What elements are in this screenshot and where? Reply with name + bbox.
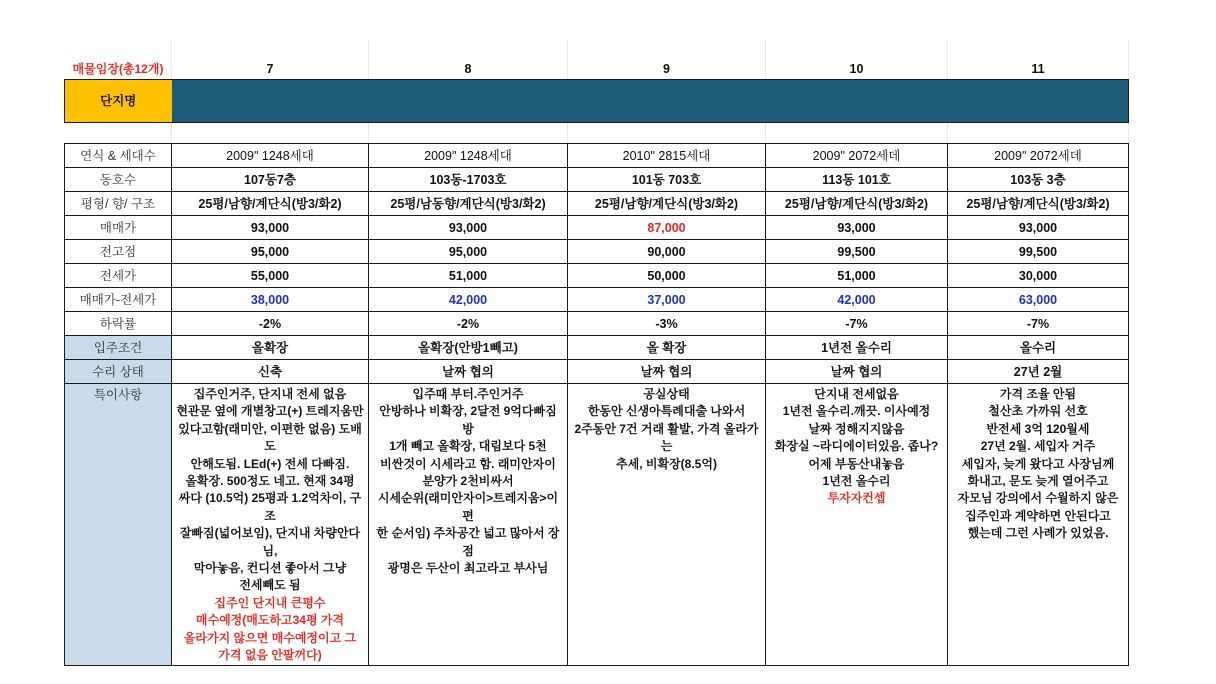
note-line: 집주인거주, 단지내 전세 없음 <box>193 387 347 401</box>
note-line: 올확장. 500정도 네고. 현재 34평 <box>185 474 355 489</box>
size-direction-row <box>65 192 1129 216</box>
sale-price-row <box>65 216 1129 240</box>
jeonse-price-row <box>65 264 1129 288</box>
note-line: 2주동안 7건 거래 활발, 가격 올라가는 <box>574 421 759 454</box>
cell-drop-rate: -7% <box>948 312 1129 336</box>
row-label-drop-rate: 하락률 <box>65 312 172 336</box>
cell-jeonse-price: 55,000 <box>172 264 369 288</box>
year-units-row <box>65 144 1129 168</box>
cell-peak-price: 99,500 <box>948 240 1129 264</box>
note-line: 안해도됨. LEd(+) 전세 다빠짐. <box>190 456 350 471</box>
notes-cell <box>568 384 766 666</box>
note-line: 안방하나 비확장, 2달전 9억다빠짐 방 <box>379 404 557 436</box>
note-line: 싸다 (10.5억) 25평과 1.2억차이, 구조 <box>178 491 362 523</box>
note-line: 단지내 전세없음 <box>814 387 899 401</box>
cell-gap: 42,000 <box>369 288 568 312</box>
note-line: 화내고, 문도 늦게 열어주고 <box>967 474 1109 489</box>
row-label-peak-price: 전고점 <box>65 240 172 264</box>
cell-repair: 날짜 협의 <box>568 360 766 384</box>
listing-number: 7 <box>266 61 274 76</box>
listing-number: 10 <box>849 61 864 76</box>
cell-dong-ho: 113동 101호 <box>766 168 948 192</box>
cell-drop-rate: -2% <box>172 312 369 336</box>
note-line: 입주때 부터.주인거주 <box>412 387 524 401</box>
cell-peak-price: 99,500 <box>766 240 948 264</box>
note-line: 날짜 정해지지않음 <box>808 421 905 436</box>
peak-price-row <box>65 240 1129 264</box>
note-line: 철산초 가까워 선호 <box>988 404 1088 419</box>
note-line: 한동안 신생아특례대출 나와서 <box>587 404 746 419</box>
note-line: 한 순서임) 주차공간 넓고 많아서 장점 <box>376 526 560 558</box>
notes-cell <box>369 384 568 666</box>
cell-drop-rate: -2% <box>369 312 568 336</box>
note-line: 추세, 비확장(8.5억) <box>616 456 717 471</box>
note-line: 세입자, 늦게 왔다고 사장님께 <box>961 456 1115 471</box>
note-line: 분양가 2천비싸서 <box>422 474 514 489</box>
cell-sale-price-highlight: 87,000 <box>568 216 766 240</box>
note-line: 집주인과 계약하면 안된다고 <box>965 508 1111 523</box>
notes-cell <box>766 384 948 666</box>
note-line: 전세빼도 됨 <box>239 578 301 593</box>
note-line: 있다고함(래미안, 이편한 없음) 도배도 <box>178 421 362 454</box>
row-label-sale-price: 매매가 <box>65 216 172 240</box>
cell-repair: 날짜 협의 <box>766 360 948 384</box>
row-label-notes: 특이사항 <box>65 384 172 666</box>
cell-dong-ho: 107동7층 <box>172 168 369 192</box>
note-line: 1년전 올수리 <box>822 474 891 489</box>
note-line: 올라가지 않으면 매수예정이고 그 <box>183 630 357 645</box>
listing-number: 9 <box>663 61 670 76</box>
note-line: 1개 빼고 올확장, 대림보다 5천 <box>389 439 547 454</box>
dong-ho-row <box>65 168 1129 192</box>
row-label-size-direction: 평형/ 향/ 구조 <box>65 192 172 216</box>
cell-jeonse-price: 51,000 <box>766 264 948 288</box>
cell-gap: 63,000 <box>948 288 1129 312</box>
cell-move-in: 올 확장 <box>568 336 766 360</box>
note-line: 화장실 ~라디에이터있음. 좁나? <box>774 439 939 454</box>
gap-row <box>65 288 1129 312</box>
cell-jeonse-price: 30,000 <box>948 264 1129 288</box>
note-line: 어제 부동산내놓음 <box>808 456 905 471</box>
cell-repair: 날짜 협의 <box>369 360 568 384</box>
cell-year-units: 2009" 1248세대 <box>172 144 369 168</box>
move-in-row <box>65 336 1129 360</box>
cell-size-direction: 25평/남향/계단식(방3/화2) <box>766 192 948 216</box>
complex-name-bar <box>172 80 1129 123</box>
cell-drop-rate: -3% <box>568 312 766 336</box>
cell-sale-price: 93,000 <box>766 216 948 240</box>
spacer-row <box>65 123 1129 144</box>
complex-name-row <box>65 80 1129 123</box>
cell-drop-rate: -7% <box>766 312 948 336</box>
repair-row <box>65 360 1129 384</box>
cell-jeonse-price: 51,000 <box>369 264 568 288</box>
cell-move-in: 올수리 <box>948 336 1129 360</box>
cell-sale-price: 93,000 <box>948 216 1129 240</box>
note-line: 자모님 강의에서 수월하지 않은 <box>957 491 1119 506</box>
cell-dong-ho: 103동 3층 <box>948 168 1129 192</box>
row-label-dong-ho: 동호수 <box>65 168 172 192</box>
note-line: 공실상태 <box>643 387 690 401</box>
notes-cell <box>948 384 1129 666</box>
cell-size-direction: 25평/남동향/계단식(방3/화2) <box>369 192 568 216</box>
cell-peak-price: 95,000 <box>369 240 568 264</box>
row-label-move-in: 입주조건 <box>65 336 172 360</box>
note-line: 막아놓음, 컨디션 좋아서 그냥 <box>193 561 347 576</box>
note-line: 비싼것이 시세라고 함. 래미안자이 <box>380 456 556 471</box>
notes-row <box>65 384 1129 666</box>
listing-count-label: 매물임장(총12개) <box>72 61 164 76</box>
note-line: 가격 조율 안됨 <box>999 387 1077 401</box>
cell-repair: 신축 <box>172 360 369 384</box>
row-label-jeonse-price: 전세가 <box>65 264 172 288</box>
note-line: 투자자컨셉 <box>827 491 886 506</box>
row-label-repair: 수리 상태 <box>65 360 172 384</box>
cell-year-units: 2009" 2072세데 <box>766 144 948 168</box>
cell-move-in: 올확장 <box>172 336 369 360</box>
cell-sale-price: 93,000 <box>172 216 369 240</box>
note-line: 반전세 3억 120월세 <box>986 421 1090 436</box>
cell-year-units: 2009" 2072세데 <box>948 144 1129 168</box>
cell-move-in: 올확장(안방1빼고) <box>369 336 568 360</box>
listing-number: 11 <box>1031 61 1045 76</box>
cell-gap: 37,000 <box>568 288 766 312</box>
listing-number: 8 <box>464 61 472 76</box>
notes-cell <box>172 384 369 666</box>
drop-rate-row <box>65 312 1129 336</box>
cell-dong-ho: 103동-1703호 <box>369 168 568 192</box>
note-line: 집주인 단지내 큰평수 <box>214 595 326 610</box>
row-label-year-units: 연식 & 세대수 <box>65 144 172 168</box>
complex-name-label: 단지명 <box>65 80 172 123</box>
note-line: 27년 2월. 세입자 거주 <box>980 439 1096 454</box>
row-label-gap: 매매가-전세가 <box>65 288 172 312</box>
cell-size-direction: 25평/남향/계단식(방3/화2) <box>948 192 1129 216</box>
note-line: 광명은 두산이 최고라고 부사님 <box>387 561 549 576</box>
listing-comparison-table <box>64 58 1129 666</box>
cell-gap: 42,000 <box>766 288 948 312</box>
note-line: 매수예정(매도하고34평 가격 <box>195 613 345 628</box>
cell-year-units: 2009" 1248세대 <box>369 144 568 168</box>
note-line: 시세순위(래미안자이>트레지움>이편 <box>377 491 559 523</box>
cell-move-in: 1년전 올수리 <box>766 336 948 360</box>
cell-peak-price: 95,000 <box>172 240 369 264</box>
cell-size-direction: 25평/남향/계단식(방3/화2) <box>172 192 369 216</box>
note-line: 1년전 올수리.깨끗. 이사예정 <box>782 404 931 419</box>
cell-gap: 38,000 <box>172 288 369 312</box>
cell-dong-ho: 101동 703호 <box>568 168 766 192</box>
listing-number-row <box>65 58 1129 80</box>
cell-repair: 27년 2월 <box>948 360 1129 384</box>
note-line: 가격 없음 안팔꺼다) <box>218 648 322 663</box>
cell-sale-price: 93,000 <box>369 216 568 240</box>
note-line: 잘빠짐(넓어보임), 단지내 차량안다님, <box>179 526 361 558</box>
cell-jeonse-price: 50,000 <box>568 264 766 288</box>
cell-size-direction: 25평/남향/계단식(방3/화2) <box>568 192 766 216</box>
cell-year-units: 2010" 2815세대 <box>568 144 766 168</box>
cell-peak-price: 90,000 <box>568 240 766 264</box>
note-line: 했는데 그런 사례가 있었음. <box>967 526 1109 541</box>
note-line: 현관문 옆에 개별창고(+) 트레지움만 <box>176 404 364 419</box>
